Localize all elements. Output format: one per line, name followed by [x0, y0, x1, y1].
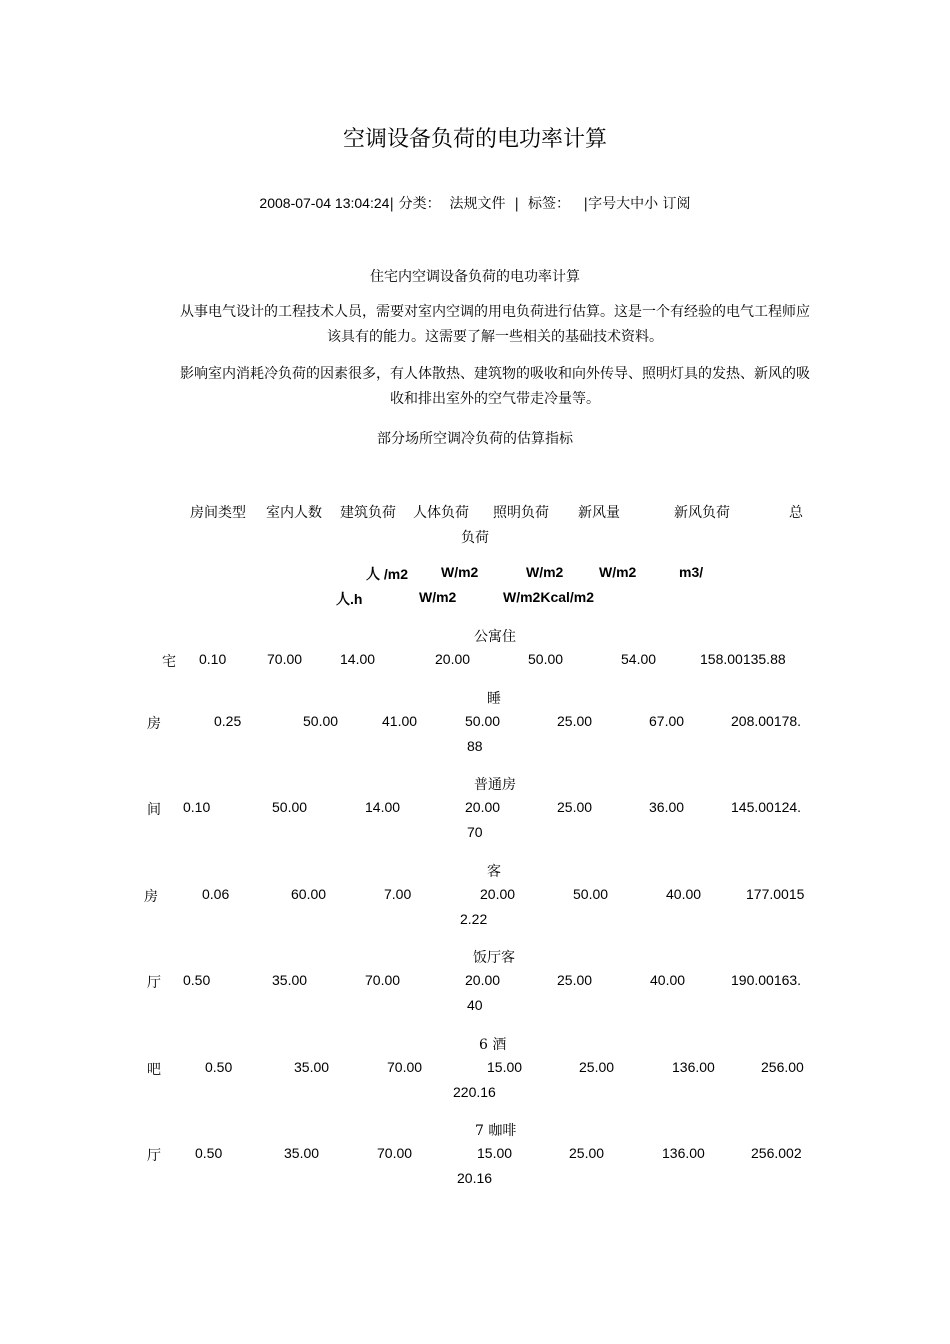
page-title: 空调设备负荷的电功率计算	[342, 127, 607, 152]
table-cell: 41.00	[382, 713, 418, 729]
table-cell-wrap: 88	[467, 738, 483, 754]
table-cell: 35.00	[294, 1059, 330, 1075]
table-cell: 60.00	[291, 886, 327, 902]
table-cell: 15.00	[477, 1145, 513, 1161]
row-label: 公寓住	[474, 629, 516, 645]
header-cell: 室内人数	[266, 505, 322, 521]
table-cell: 70.00	[267, 651, 303, 667]
table-cell: 25.00	[557, 799, 593, 815]
paragraph-2: 影响室内消耗冷负荷的因素很多，有人体散热、建筑物的吸收和向外传导、照明灯具的发热、新风的吸收和排出室外的空气带走冷量等。	[180, 366, 810, 407]
table-cell-wrap: 70	[467, 824, 483, 840]
table-cell: 54.00	[621, 651, 657, 667]
table-cell: 50.00	[465, 713, 501, 729]
row-label: 普通房	[474, 777, 516, 793]
table-cell: 208.00178.	[731, 713, 802, 729]
table-cell: 25.00	[557, 713, 593, 729]
table-cell: 256.00	[761, 1059, 804, 1075]
header-cell: 总	[789, 505, 803, 521]
unit-cell: W/m2Kcal/m2	[503, 589, 595, 605]
table-cell: 136.00	[662, 1145, 705, 1161]
table-cell: 0.10	[183, 799, 211, 815]
header-cell: 建筑负荷	[340, 505, 396, 521]
table-cell-wrap: 2.22	[460, 911, 488, 927]
row-label: 客	[487, 864, 501, 880]
table-cell: 70.00	[387, 1059, 423, 1075]
row-label: 间	[147, 802, 161, 818]
row-label: 厅	[147, 975, 161, 991]
row-label: 厅	[147, 1148, 161, 1164]
meta-separator: |	[389, 196, 395, 212]
table-cell-wrap: 40	[467, 997, 483, 1013]
table-cell: 145.00124.	[731, 799, 802, 815]
row-label: 宅	[162, 654, 176, 670]
font-size-subscribe-links[interactable]: |字号大中小 订阅	[583, 196, 691, 212]
table-cell: 70.00	[377, 1145, 413, 1161]
table-cell: 177.0015	[746, 886, 805, 902]
table-cell: 25.00	[557, 972, 593, 988]
header-cell: 新风量	[578, 505, 620, 521]
table-cell: 20.00	[480, 886, 516, 902]
paragraph-1: 从事电气设计的工程技术人员，需要对室内空调的用电负荷进行估算。这是一个有经验的电气工程师应该具有的能力。这需要了解一些相关的基础技术资料。	[180, 304, 810, 345]
category-link[interactable]: 法规文件	[449, 196, 506, 212]
table-cell: 0.50	[195, 1145, 223, 1161]
unit-cell: W/m2	[441, 564, 479, 580]
header-cell: 新风负荷	[674, 505, 730, 521]
row-label: 睡	[487, 691, 501, 707]
post-meta	[0, 193, 950, 213]
table-cell: 7.00	[384, 886, 412, 902]
table-cell: 50.00	[528, 651, 564, 667]
table-cell: 0.50	[205, 1059, 233, 1075]
table-cell: 190.00163.	[731, 972, 802, 988]
table-cell: 20.00	[465, 972, 501, 988]
unit-cell: 人 /m2	[366, 566, 409, 582]
table-cell: 256.002	[751, 1145, 802, 1161]
table-cell: 36.00	[649, 799, 685, 815]
table-cell: 70.00	[365, 972, 401, 988]
table-cell: 0.25	[214, 713, 242, 729]
table-cell: 0.06	[202, 886, 230, 902]
tag-label: 标签：	[528, 196, 571, 212]
unit-cell: 人.h	[336, 591, 363, 607]
header-cell: 负荷	[461, 530, 489, 546]
row-label: 房	[147, 716, 161, 732]
row-label: 房	[144, 889, 158, 905]
unit-cell: W/m2	[599, 564, 637, 580]
table-cell: 20.00	[435, 651, 471, 667]
article-subtitle: 住宅内空调设备负荷的电功率计算	[370, 269, 580, 285]
row-label: 吧	[147, 1062, 161, 1078]
meta-separator: |	[514, 196, 520, 212]
table-cell: 158.00135.88	[700, 651, 786, 667]
unit-cell: W/m2	[419, 589, 457, 605]
table-cell: 20.00	[465, 799, 501, 815]
table-title: 部分场所空调冷负荷的估算指标	[377, 431, 573, 447]
table-cell: 50.00	[272, 799, 308, 815]
table-cell: 0.10	[199, 651, 227, 667]
table-cell: 136.00	[672, 1059, 715, 1075]
table-cell: 25.00	[569, 1145, 605, 1161]
table-cell: 35.00	[272, 972, 308, 988]
table-cell: 0.50	[183, 972, 211, 988]
table-cell: 50.00	[573, 886, 609, 902]
table-cell: 14.00	[340, 651, 376, 667]
table-cell: 25.00	[579, 1059, 615, 1075]
table-cell-wrap: 20.16	[457, 1170, 493, 1186]
table-cell-wrap: 220.16	[453, 1084, 496, 1100]
unit-cell: W/m2	[526, 564, 564, 580]
unit-cell: m3/	[679, 564, 704, 580]
row-label: 6 酒	[479, 1037, 507, 1053]
row-label: 饭厅客	[473, 950, 515, 966]
table-cell: 35.00	[284, 1145, 320, 1161]
post-datetime: 2008-07-04 13:04:24	[259, 195, 390, 211]
table-cell: 40.00	[666, 886, 702, 902]
header-cell: 房间类型	[190, 505, 246, 521]
table-cell: 50.00	[303, 713, 339, 729]
table-cell: 67.00	[649, 713, 685, 729]
header-cell: 人体负荷	[413, 505, 469, 521]
table-cell: 15.00	[487, 1059, 523, 1075]
row-label: 7 咖啡	[475, 1123, 517, 1139]
table-cell: 14.00	[365, 799, 401, 815]
table-cell: 40.00	[650, 972, 686, 988]
category-label: 分类：	[398, 196, 441, 212]
header-cell: 照明负荷	[493, 505, 549, 521]
